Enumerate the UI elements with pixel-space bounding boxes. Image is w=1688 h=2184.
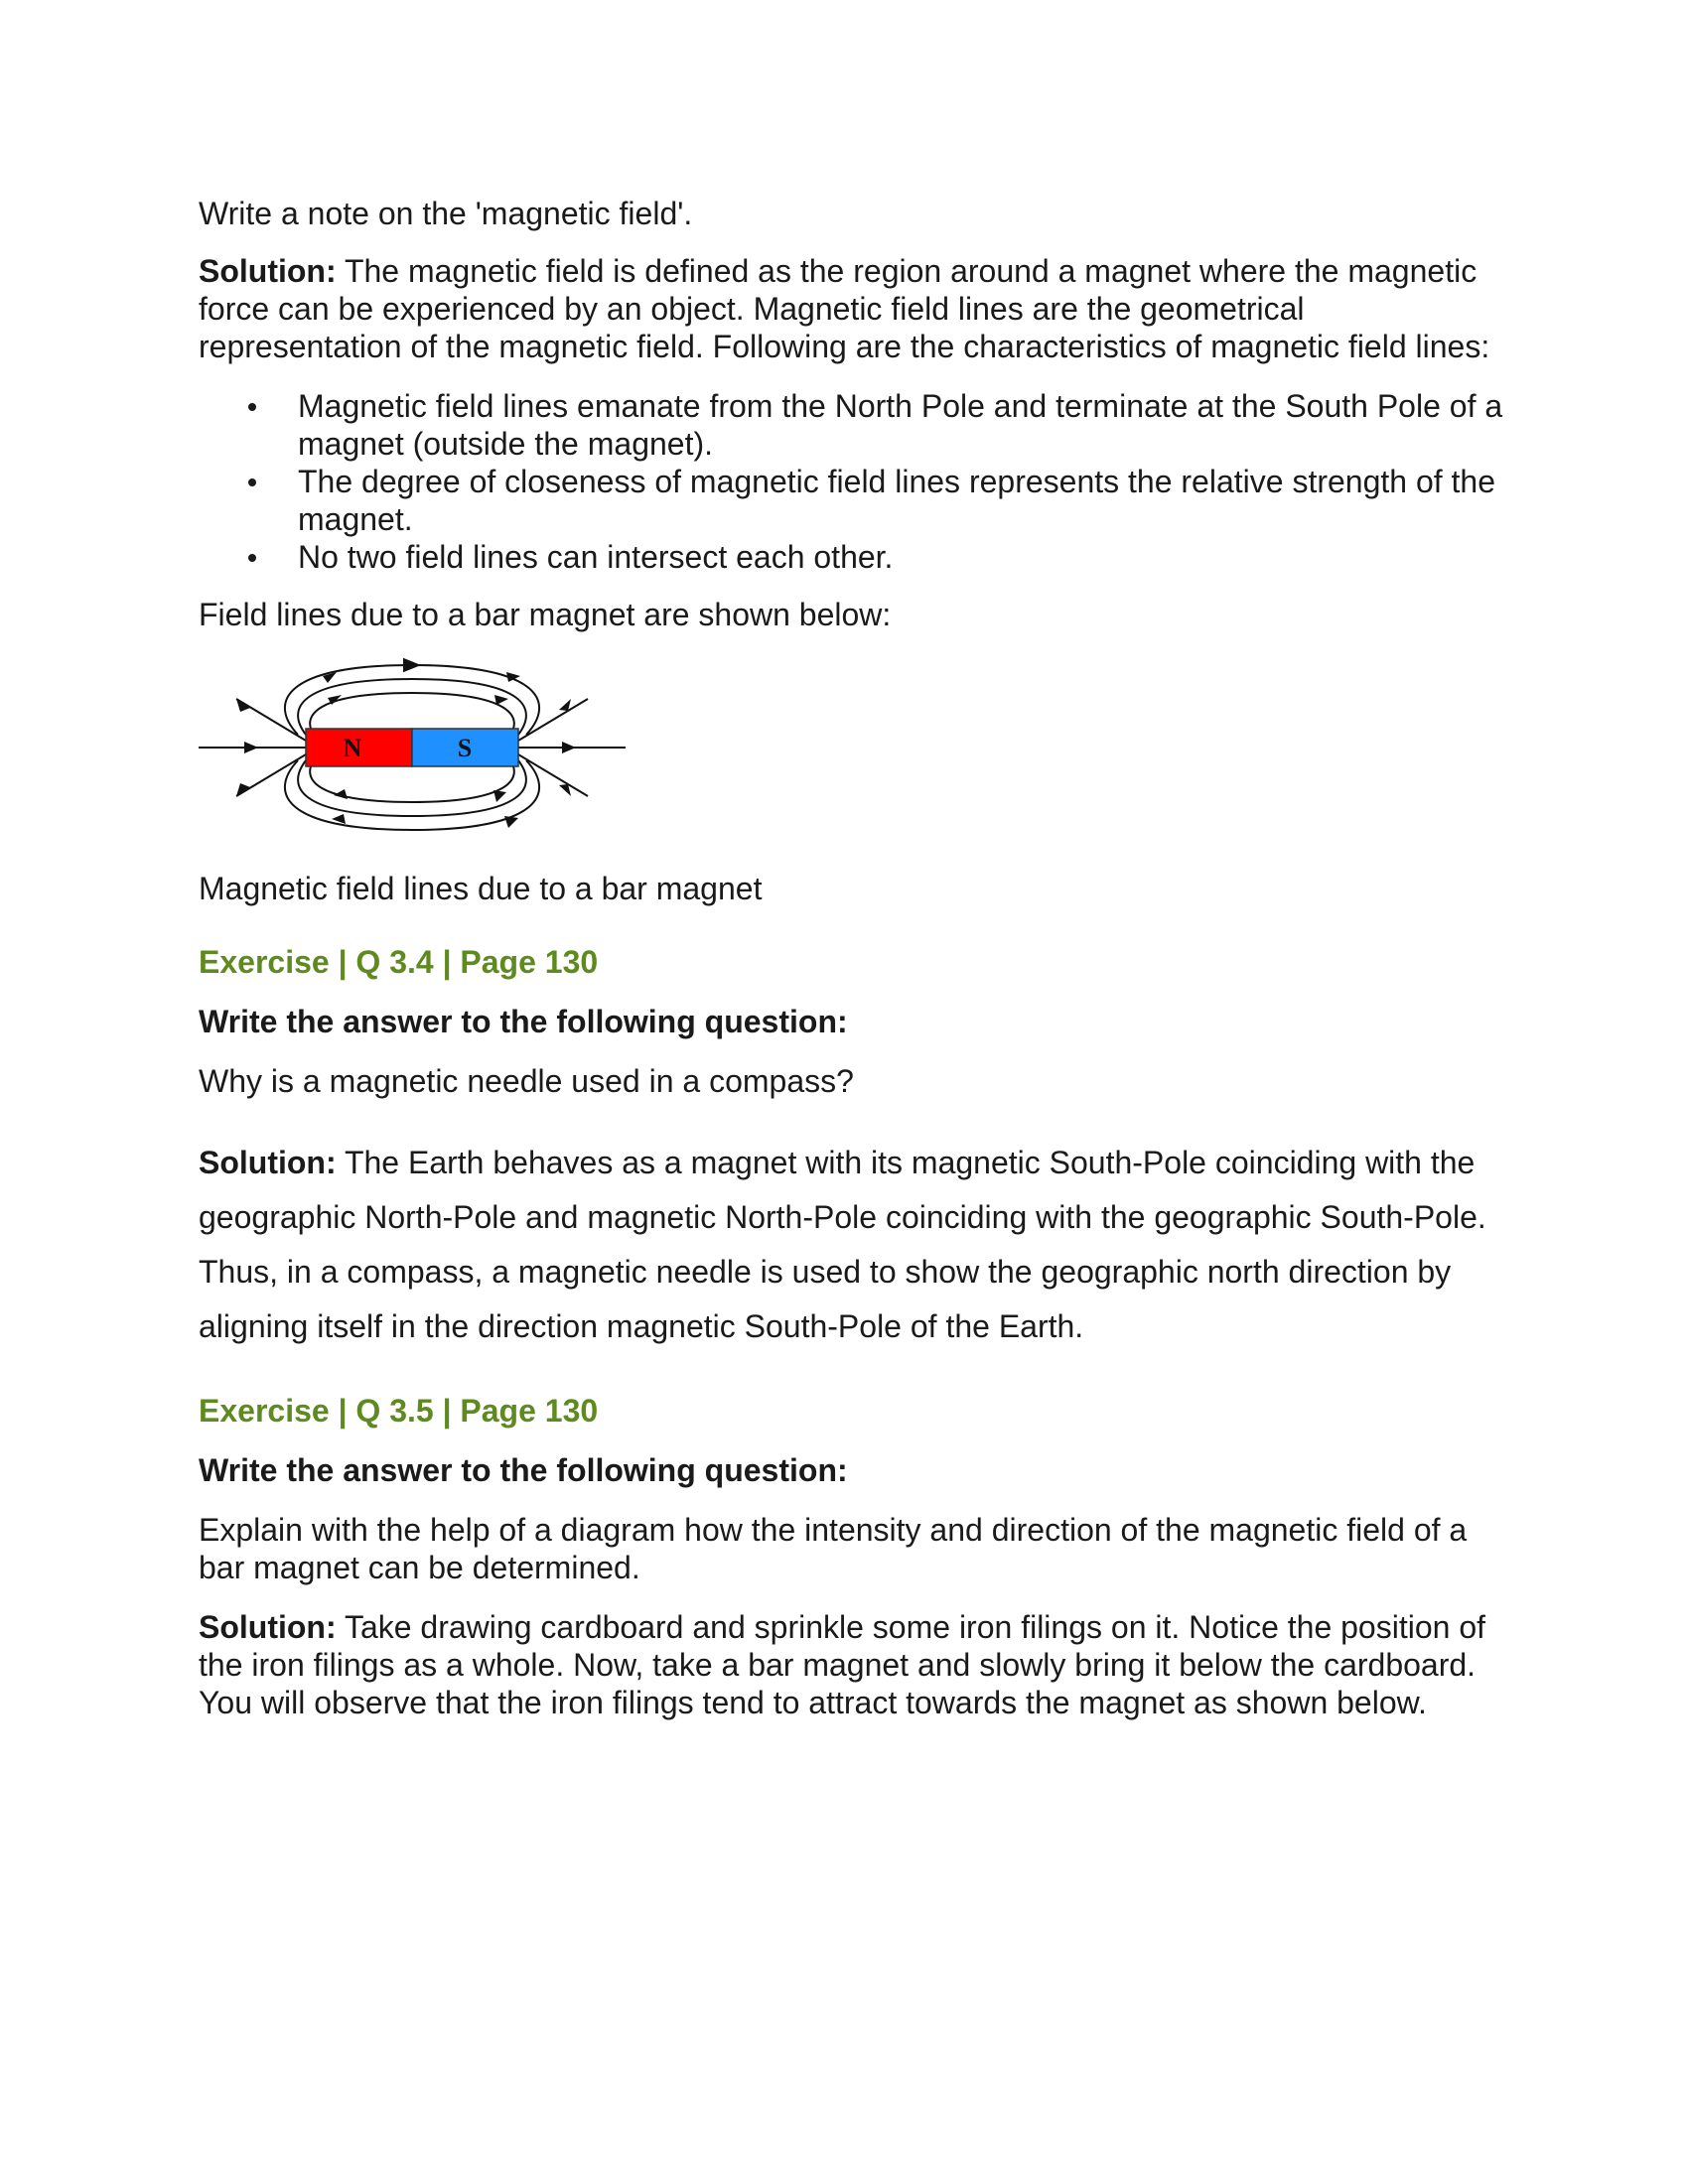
arrow-head (244, 742, 258, 753)
solution-label: Solution: (199, 253, 337, 289)
solution-paragraph (199, 252, 1509, 365)
list-item: No two field lines can intersect each other. (199, 538, 1509, 576)
bullet-icon (248, 478, 256, 486)
instruction-text: Write the answer to the following question: (199, 1004, 848, 1039)
question-text: Write a note on the 'magnetic field'. (199, 196, 693, 231)
characteristics-list (199, 387, 1509, 576)
exercise-heading: Exercise | Q 3.4 | Page 130 (199, 944, 599, 980)
solution-paragraph (199, 1136, 1509, 1354)
arrow-head (334, 789, 348, 799)
solution-text: Take drawing cardboard and sprinkle some iron filings on it. Notice the position of the iron filings as a whole. Now, take a bar magnet and slowly bring it below the cardboard. You will observe that the iron filings tend to attract towards the magnet as shown below. (199, 1609, 1485, 1720)
arrow-head (504, 816, 518, 828)
south-pole-label: S (457, 734, 473, 762)
list-item: The degree of closeness of magnetic field lines represents the relative strength of the magnet. (199, 463, 1509, 538)
solution-label: Solution: (199, 1145, 337, 1180)
list-item: Magnetic field lines emanate from the North Pole and terminate at the South Pole of a magnet (outside the magnet). (199, 387, 1509, 463)
figure-caption: Magnetic field lines due to a bar magnet (199, 871, 763, 906)
bullet-icon (248, 554, 256, 562)
figure-intro: Field lines due to a bar magnet are shown below: (199, 597, 892, 632)
arrow-head (562, 742, 576, 753)
north-pole-label: N (343, 734, 362, 762)
instruction-text: Write the answer to the following question: (199, 1452, 848, 1488)
exercise-heading: Exercise | Q 3.5 | Page 130 (199, 1393, 599, 1429)
solution-paragraph (199, 1608, 1509, 1721)
field-line (236, 754, 306, 796)
document-page (199, 195, 1509, 1743)
solution-label: Solution: (199, 1609, 337, 1645)
question-text: Why is a magnetic needle used in a compass? (199, 1063, 854, 1099)
arrow-head (493, 790, 506, 802)
field-line (298, 760, 526, 816)
bar-magnet-field-diagram (199, 653, 626, 852)
solution-text: The magnetic field is defined as the region around a magnet where the magnetic force can be experienced by an object. Magnetic field lines are the geometrical representation of the magnetic field. Following are the characteristics of magnetic field lines: (199, 253, 1490, 364)
field-line (298, 679, 526, 735)
bullet-icon (248, 403, 256, 411)
question-text: Explain with the help of a diagram how the intensity and direction of the magnetic field of a bar magnet can be determined. (199, 1512, 1468, 1585)
field-line (236, 699, 306, 741)
field-line (518, 699, 588, 741)
solution-block (199, 1136, 1509, 1354)
solution-text: The Earth behaves as a magnet with its magnetic South-Pole coinciding with the geographic North-Pole and magnetic North-Pole coinciding with the geographic South-Pole. Thus, in a compass, a magnetic needle is used to show the geographic north direction by aligning itself in the direction magnetic South-Pole of the Earth. (199, 1145, 1486, 1344)
field-line (518, 754, 588, 796)
arrow-head (494, 695, 508, 705)
